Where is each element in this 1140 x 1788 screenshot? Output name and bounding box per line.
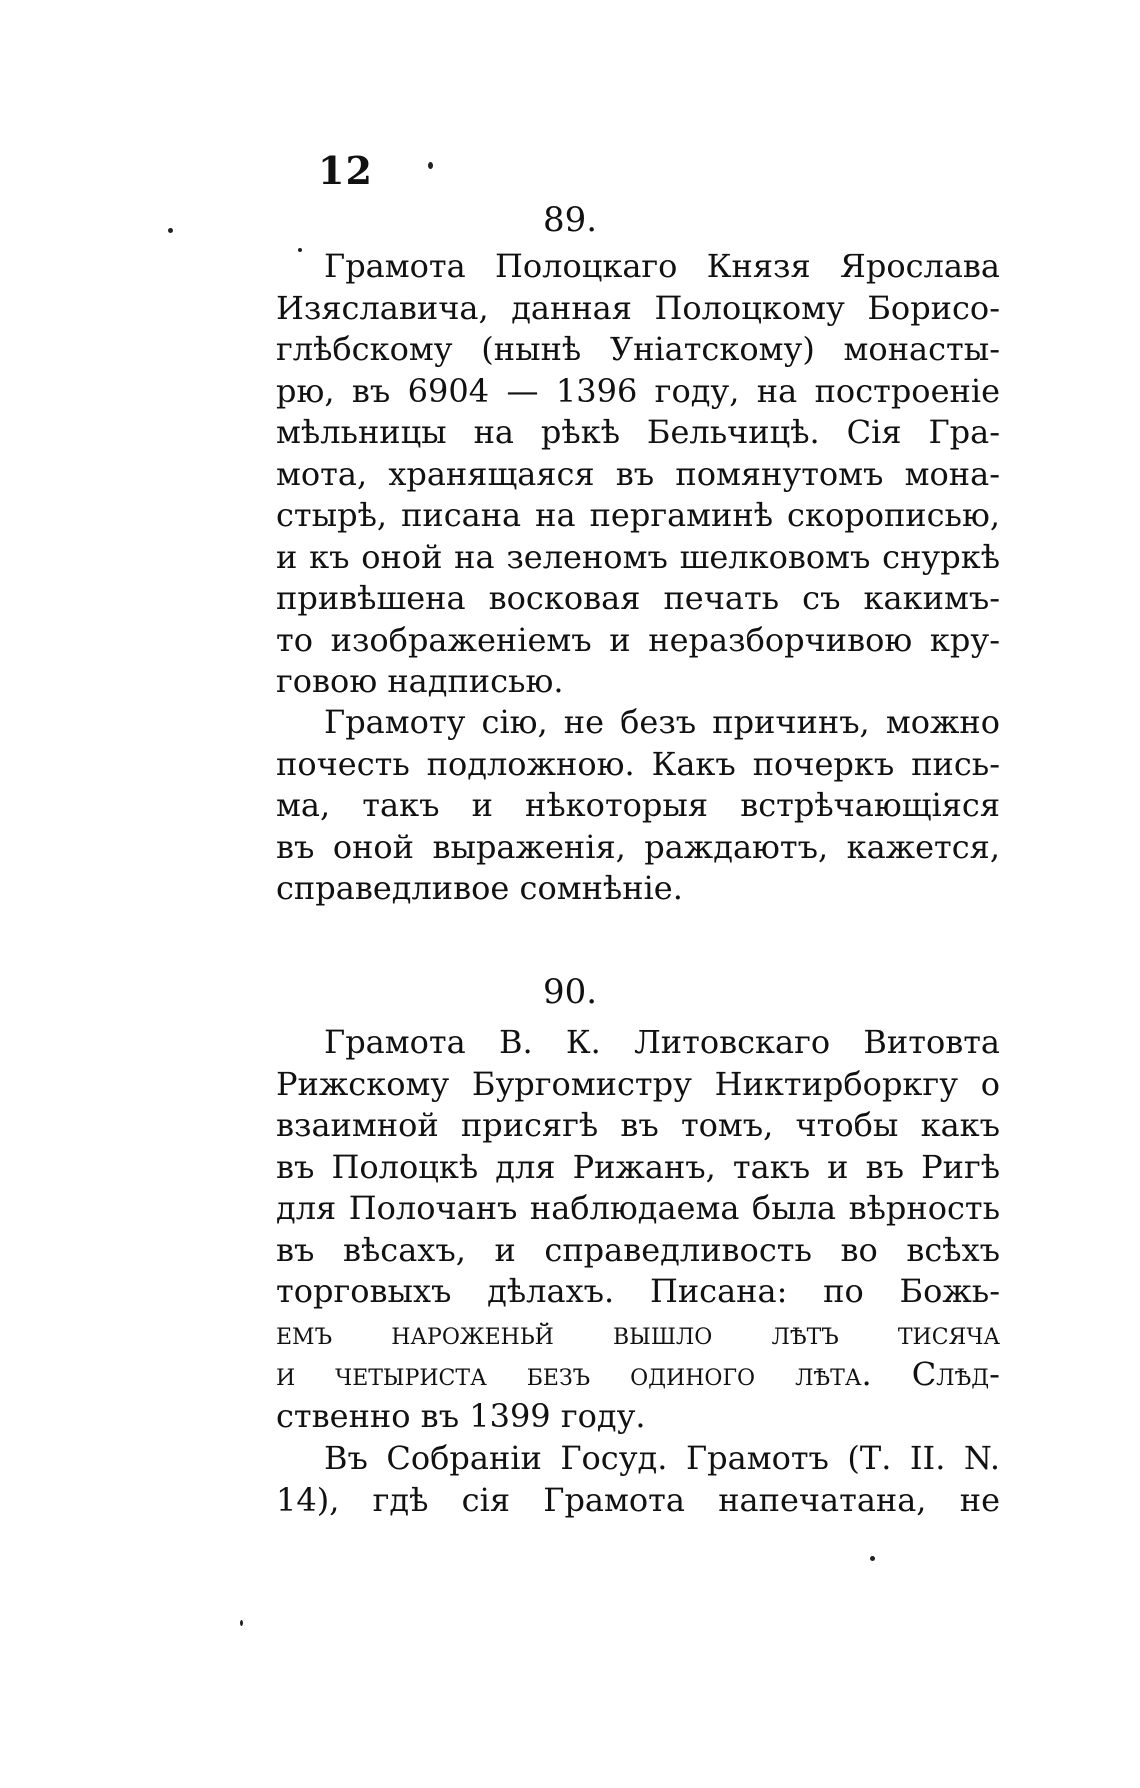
text-line: стырѣ, писана на пергаминѣ скорописью, [276,496,1000,534]
text-line: Грамота В. К. Литовскаго Витовта [324,1023,1000,1061]
text-line: Грамота Полоцкаго Князя Ярослава [324,247,1000,285]
text-line: Рижскому Бургомистру Никтирборкгу о [276,1064,1000,1103]
text-line: Изяславича, данная Полоцкому Борисо- [276,288,1000,327]
text-line: и четыриста безъ одиного лѣта. Слѣд- [276,1355,1000,1393]
text-line: справедливое сомнѣніе. [276,869,683,907]
page-number: 12 [318,148,373,193]
text-line: для Полочанъ наблюдаема была вѣрность [276,1189,1000,1227]
text-line: рю, въ 6904 — 1396 году, на построеніе [276,371,1000,410]
text-line: привѣшена восковая печать съ какимъ- [276,579,1000,617]
text-line: въ Полоцкѣ для Рижанъ, такъ и въ Ригѣ [276,1147,1000,1186]
text-line: то изображеніемъ и неразборчивою кру- [276,620,1000,659]
text-line: ственно въ 1399 году. [276,1396,646,1435]
text-line: торговыхъ дѣлахъ. Писана: по Божь- [276,1272,1000,1310]
text-line: и къ оной на зеленомъ шелковомъ снуркѣ [276,537,1000,576]
section-90-paragraph-2 [276,1438,1000,1521]
text-line: емъ нароженьй вышло лѣтъ тисяча [276,1313,1000,1352]
text-line: Въ Собраніи Госуд. Грамотъ (Т. II. N. [324,1439,1000,1477]
scan-speck [168,228,173,233]
scan-speck [428,162,433,169]
scan-speck [298,248,302,252]
scan-speck [870,1556,875,1561]
text-line: говою надписью. [276,662,564,700]
scan-speck [240,1620,243,1626]
section-number-90: 90. [542,972,598,1012]
text-line: глѣбскому (нынѣ Уніатскому) монасты- [276,330,1000,368]
text-line: взаимной присягѣ въ томъ, чтобы какъ [276,1106,1000,1144]
section-number-89: 89. [542,200,598,240]
text-line: мѣльницы на рѣкѣ Бельчицѣ. Сія Гра- [276,413,1000,451]
text-line: почесть подложною. Какъ почеркъ пись- [276,744,1000,783]
text-line: 14), гдѣ сія Грамота напечатана, не [276,1480,1000,1519]
section-89-paragraph-2 [276,702,1000,910]
section-89-paragraph-1 [276,246,1000,703]
text-line: Грамоту сію, не безъ причинъ, можно [324,703,1000,741]
section-90-paragraph-1 [276,1022,1000,1437]
text-line: въ вѣсахъ, и справедливость во всѣхъ [276,1230,1000,1269]
text-line: ма, такъ и нѣкоторыя встрѣчающіяся [276,786,1000,824]
text-line: мота, хранящаяся въ помянутомъ мона- [276,454,1000,493]
text-line: въ оной выраженія, раждаютъ, кажется, [276,827,1000,866]
